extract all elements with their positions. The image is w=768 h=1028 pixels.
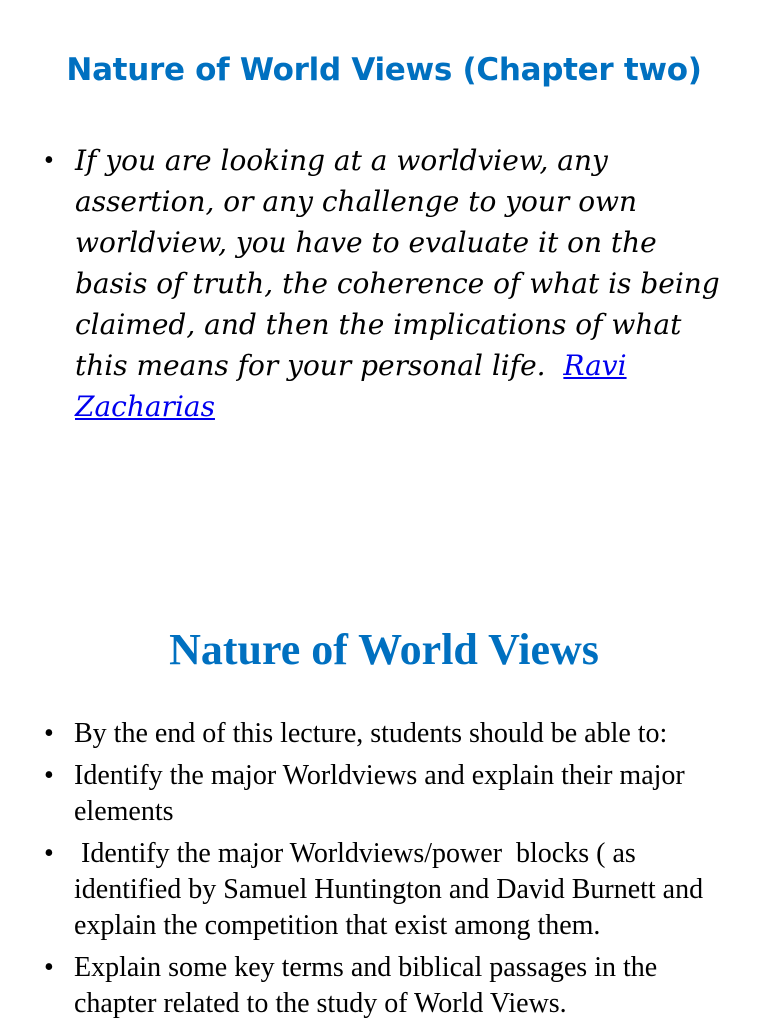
- bullet-icon: •: [44, 838, 54, 869]
- objective-text: By the end of this lecture, students should be able to:: [74, 718, 668, 749]
- objectives-list: [44, 716, 734, 1028]
- slide-2-title: Nature of World Views: [169, 625, 599, 674]
- slide-1-title: Nature of World Views (Chapter two): [66, 52, 702, 88]
- list-item: [44, 716, 734, 752]
- objective-text: Explain some key terms and biblical passages in the chapter related to the study of World Views.: [74, 952, 665, 1019]
- objective-text: Identify the major Worldviews and explain their major elements: [74, 760, 692, 827]
- slide-2: [0, 580, 768, 1024]
- quote-list: [44, 140, 734, 427]
- quote-item: [44, 140, 734, 427]
- list-item: [44, 758, 734, 830]
- bullet-icon: •: [44, 145, 54, 176]
- quote-author-link[interactable]: Ravi Zacharias: [75, 349, 627, 423]
- list-item: [44, 836, 734, 944]
- bullet-icon: •: [44, 718, 54, 749]
- objective-text: Identify the major Worldviews/power blocks ( as identified by Samuel Huntington and David Burnett and explain the competition that exist among them.: [74, 838, 711, 941]
- bullet-icon: •: [44, 760, 54, 791]
- bullet-icon: •: [44, 952, 54, 983]
- list-item: [44, 950, 734, 1022]
- quote-text: If you are looking at a worldview, any assertion, or any challenge to your own worldview, you have to evaluate it on the basis of truth, the coherence of what is being claimed, and then the implications of what this means for your personal life.: [75, 144, 720, 382]
